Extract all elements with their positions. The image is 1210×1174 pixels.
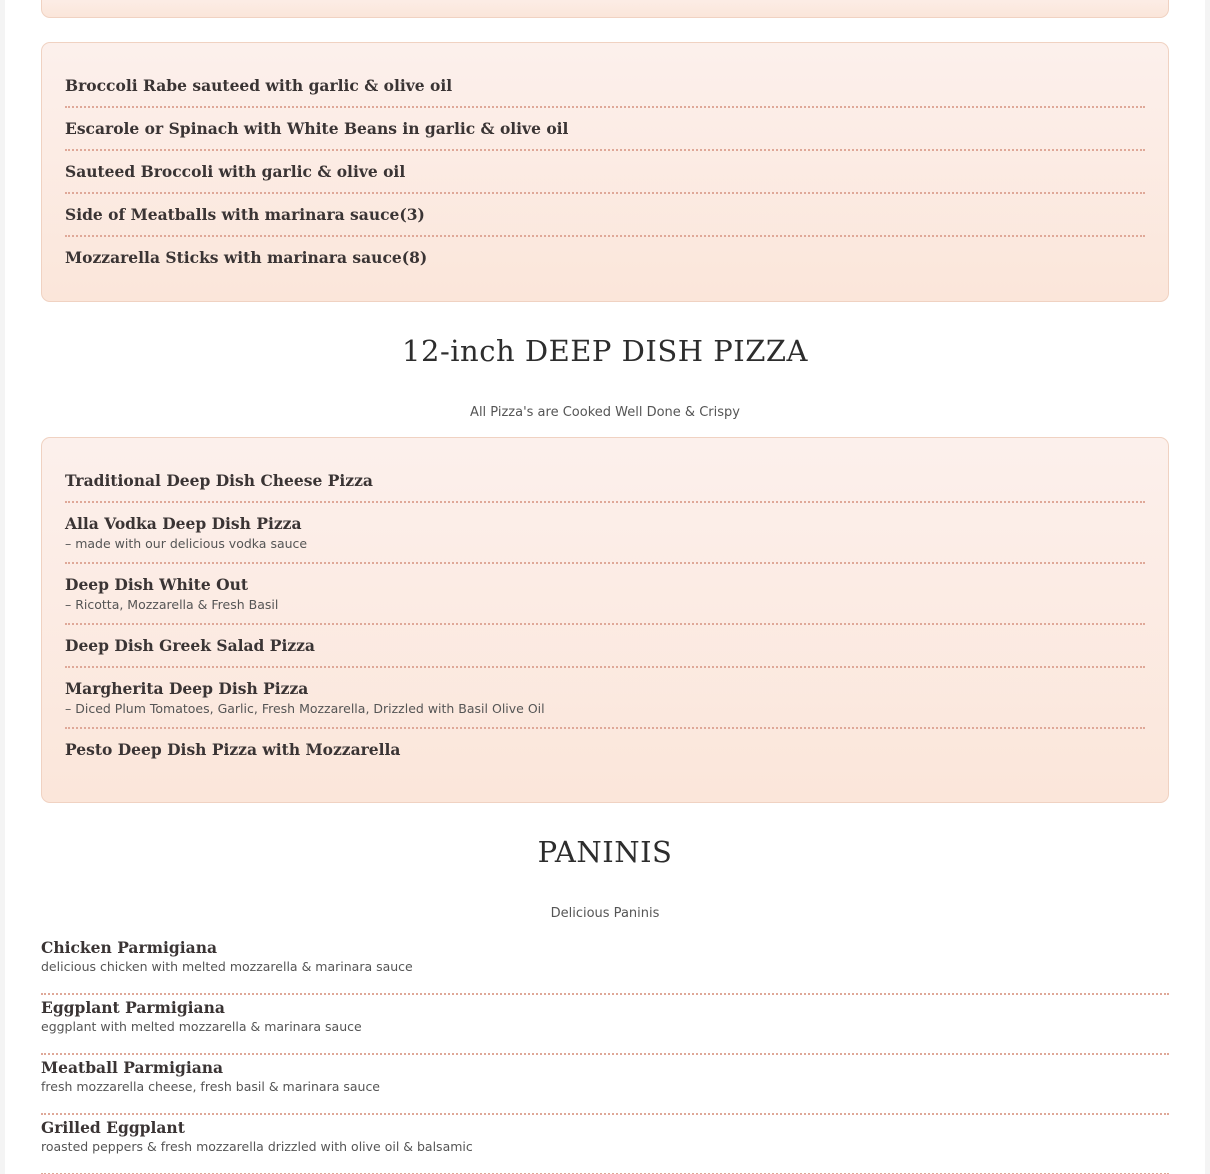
menu-item-title: Grilled Eggplant <box>41 1118 185 1137</box>
menu-item-title: Traditional Deep Dish Cheese Pizza <box>65 471 373 490</box>
menu-item <box>41 995 1169 1055</box>
menu-item <box>65 194 1145 237</box>
menu-item <box>41 935 1169 995</box>
paninis-section-subtitle: Delicious Paninis <box>550 906 660 921</box>
menu-item-title: Margherita Deep Dish Pizza <box>65 679 309 698</box>
menu-item-title: Alla Vodka Deep Dish Pizza <box>65 514 302 533</box>
menu-item-description: – Ricotta, Mozzarella & Fresh Basil <box>65 597 279 612</box>
deep-dish-section-title: 12-inch DEEP DISH PIZZA <box>402 334 808 368</box>
menu-item-title: Deep Dish White Out <box>65 575 249 594</box>
menu-item <box>41 1115 1169 1174</box>
menu-item-description: fresh mozzarella cheese, fresh basil & marinara sauce <box>41 1079 381 1094</box>
menu-item <box>65 108 1145 151</box>
previous-section-card <box>41 0 1169 18</box>
menu-item-title: Chicken Parmigiana <box>41 938 218 957</box>
menu-item <box>65 237 1145 278</box>
deep-dish-section-subtitle: All Pizza's are Cooked Well Done & Crispy <box>470 405 740 420</box>
menu-item <box>41 1055 1169 1115</box>
sides-card <box>41 42 1169 302</box>
menu-item-title: Deep Dish Greek Salad Pizza <box>65 636 315 655</box>
menu-item-title: Side of Meatballs with marinara sauce(3) <box>65 205 425 224</box>
menu-item <box>65 460 1145 503</box>
menu-item-title: Sauteed Broccoli with garlic & olive oil <box>65 162 406 181</box>
menu-page <box>5 0 1205 1174</box>
menu-item <box>65 503 1145 564</box>
menu-item <box>65 151 1145 194</box>
paninis-section-title: PANINIS <box>537 835 673 869</box>
menu-item-description: – made with our delicious vodka sauce <box>65 536 308 551</box>
menu-item <box>65 65 1145 108</box>
menu-item-description: eggplant with melted mozzarella & marinara sauce <box>41 1019 362 1034</box>
menu-item-title: Escarole or Spinach with White Beans in garlic & olive oil <box>65 119 569 138</box>
menu-item-title: Pesto Deep Dish Pizza with Mozzarella <box>65 740 401 759</box>
menu-item-description: roasted peppers & fresh mozzarella drizzled with olive oil & balsamic <box>41 1139 473 1154</box>
menu-item <box>65 564 1145 625</box>
menu-item-description: delicious chicken with melted mozzarella & marinara sauce <box>41 959 413 974</box>
menu-item <box>65 625 1145 668</box>
menu-item-title: Meatball Parmigiana <box>41 1058 224 1077</box>
deep-dish-card <box>41 437 1169 803</box>
menu-item-title: Mozzarella Sticks with marinara sauce(8) <box>65 248 428 267</box>
menu-item <box>65 729 1145 770</box>
paninis-list <box>41 935 1169 1174</box>
menu-item-title: Eggplant Parmigiana <box>41 998 225 1017</box>
menu-item-description: – Diced Plum Tomatoes, Garlic, Fresh Mozzarella, Drizzled with Basil Olive Oil <box>65 701 545 716</box>
menu-item <box>65 668 1145 729</box>
menu-item-title: Broccoli Rabe sauteed with garlic & olive oil <box>65 76 453 95</box>
